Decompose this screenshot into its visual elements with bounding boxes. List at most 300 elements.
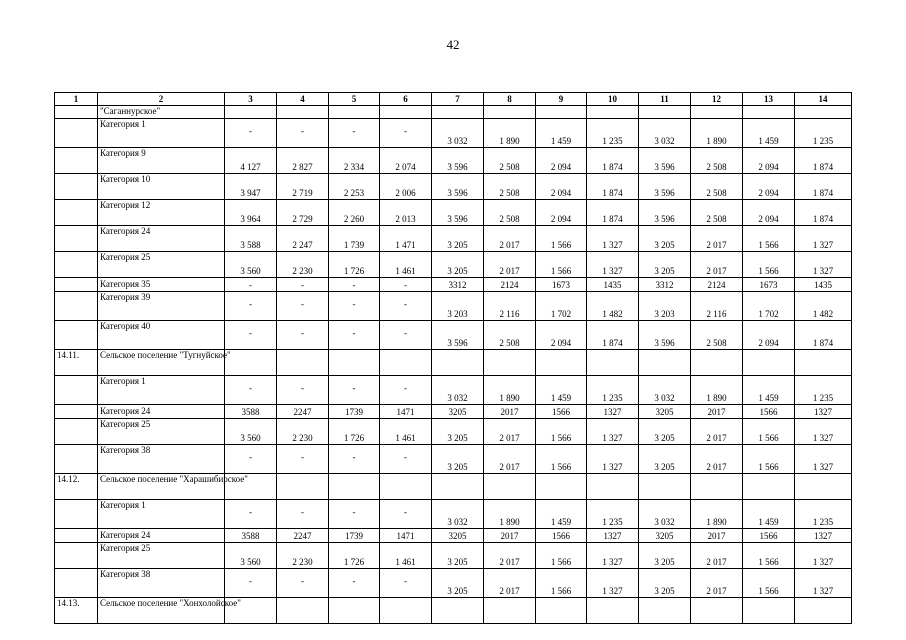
value-cell: 1 235 bbox=[587, 119, 639, 148]
value-cell: 1 327 bbox=[587, 226, 639, 252]
table-row bbox=[55, 119, 852, 148]
value-cell bbox=[639, 598, 691, 624]
value-cell bbox=[277, 106, 329, 119]
value-cell: - bbox=[329, 445, 380, 474]
column-header: 6 bbox=[380, 93, 432, 106]
row-name: Категория 25 bbox=[98, 543, 225, 569]
value-cell: 3 205 bbox=[432, 226, 484, 252]
column-header: 4 bbox=[277, 93, 329, 106]
value-cell bbox=[432, 350, 484, 376]
value-cell: 2 116 bbox=[691, 292, 743, 321]
column-header: 11 bbox=[639, 93, 691, 106]
value-cell: 2 116 bbox=[484, 292, 536, 321]
value-cell: 3312 bbox=[432, 278, 484, 292]
value-cell: 3 560 bbox=[225, 419, 277, 445]
value-cell: - bbox=[329, 292, 380, 321]
column-header: 13 bbox=[743, 93, 795, 106]
value-cell: 1 235 bbox=[587, 500, 639, 529]
value-cell bbox=[536, 474, 587, 500]
value-cell: 1 874 bbox=[587, 200, 639, 226]
value-cell: 2017 bbox=[691, 405, 743, 419]
value-cell: 1 327 bbox=[587, 569, 639, 598]
value-cell: 1 459 bbox=[536, 500, 587, 529]
value-cell: 1 461 bbox=[380, 252, 432, 278]
table-row bbox=[55, 543, 852, 569]
value-cell: 1 566 bbox=[536, 419, 587, 445]
value-cell: 3205 bbox=[432, 405, 484, 419]
value-cell bbox=[743, 598, 795, 624]
value-cell: 3588 bbox=[225, 405, 277, 419]
value-cell: 1 890 bbox=[484, 376, 536, 405]
value-cell: 1 566 bbox=[743, 226, 795, 252]
row-name: "Саганнурское" bbox=[98, 106, 225, 119]
value-cell: 1 890 bbox=[691, 119, 743, 148]
value-cell: 1 461 bbox=[380, 419, 432, 445]
column-header: 12 bbox=[691, 93, 743, 106]
value-cell: 2 508 bbox=[484, 174, 536, 200]
value-cell: 3205 bbox=[639, 529, 691, 543]
value-cell: 1 874 bbox=[587, 174, 639, 200]
row-number bbox=[55, 226, 98, 252]
value-cell: 3 205 bbox=[639, 569, 691, 598]
value-cell: 4 127 bbox=[225, 148, 277, 174]
column-header: 1 bbox=[55, 93, 98, 106]
value-cell: - bbox=[380, 376, 432, 405]
value-cell: 1 327 bbox=[795, 226, 852, 252]
value-cell: 3 596 bbox=[639, 174, 691, 200]
value-cell bbox=[329, 350, 380, 376]
value-cell: 1 566 bbox=[743, 569, 795, 598]
value-cell bbox=[743, 350, 795, 376]
table-row bbox=[55, 226, 852, 252]
value-cell: - bbox=[277, 292, 329, 321]
value-cell: - bbox=[380, 500, 432, 529]
row-number bbox=[55, 376, 98, 405]
value-cell: 1 874 bbox=[795, 148, 852, 174]
value-cell bbox=[691, 474, 743, 500]
row-number: 14.11. bbox=[55, 350, 98, 376]
value-cell: 1566 bbox=[743, 405, 795, 419]
value-cell: 1 890 bbox=[484, 500, 536, 529]
row-name: Категория 12 bbox=[98, 200, 225, 226]
value-cell: 3205 bbox=[639, 405, 691, 419]
value-cell: 2 230 bbox=[277, 543, 329, 569]
row-name: Категория 10 bbox=[98, 174, 225, 200]
value-cell: 2 508 bbox=[484, 321, 536, 350]
value-cell: 3 596 bbox=[432, 200, 484, 226]
value-cell: 2 094 bbox=[536, 174, 587, 200]
value-cell: - bbox=[329, 376, 380, 405]
row-number bbox=[55, 252, 98, 278]
value-cell: 1566 bbox=[536, 405, 587, 419]
row-name: Категория 35 bbox=[98, 278, 225, 292]
value-cell bbox=[743, 106, 795, 119]
value-cell: 2 017 bbox=[691, 252, 743, 278]
row-name: Категория 1 bbox=[98, 119, 225, 148]
row-name: Категория 25 bbox=[98, 419, 225, 445]
tariff-table bbox=[54, 92, 852, 624]
row-name: Категория 25 bbox=[98, 252, 225, 278]
value-cell: - bbox=[277, 321, 329, 350]
value-cell: 1 566 bbox=[536, 569, 587, 598]
value-cell bbox=[484, 350, 536, 376]
value-cell: 1327 bbox=[795, 529, 852, 543]
value-cell: 3 032 bbox=[639, 500, 691, 529]
value-cell: 3 964 bbox=[225, 200, 277, 226]
value-cell: 3 205 bbox=[639, 252, 691, 278]
value-cell: 3 205 bbox=[432, 445, 484, 474]
page-number: 42 bbox=[446, 37, 460, 52]
value-cell: 3 205 bbox=[639, 419, 691, 445]
table-row bbox=[55, 500, 852, 529]
value-cell: 1 566 bbox=[743, 445, 795, 474]
value-cell bbox=[795, 598, 852, 624]
value-cell: 2 230 bbox=[277, 419, 329, 445]
value-cell: 2 094 bbox=[743, 148, 795, 174]
value-cell: 1 726 bbox=[329, 252, 380, 278]
value-cell: - bbox=[277, 445, 329, 474]
value-cell bbox=[225, 350, 277, 376]
value-cell bbox=[380, 474, 432, 500]
value-cell bbox=[587, 598, 639, 624]
row-number bbox=[55, 119, 98, 148]
value-cell: 1 327 bbox=[795, 569, 852, 598]
row-name: Категория 1 bbox=[98, 376, 225, 405]
value-cell: 1673 bbox=[743, 278, 795, 292]
value-cell: 2 017 bbox=[484, 445, 536, 474]
value-cell: 1 459 bbox=[743, 119, 795, 148]
value-cell bbox=[795, 106, 852, 119]
value-cell: 2 334 bbox=[329, 148, 380, 174]
value-cell: 2 508 bbox=[691, 200, 743, 226]
value-cell: 1 327 bbox=[795, 419, 852, 445]
value-cell: 3 203 bbox=[432, 292, 484, 321]
value-cell: 2 094 bbox=[743, 174, 795, 200]
value-cell: 2 017 bbox=[691, 569, 743, 598]
value-cell: - bbox=[329, 321, 380, 350]
value-cell: - bbox=[329, 119, 380, 148]
value-cell: 2 827 bbox=[277, 148, 329, 174]
value-cell: 2124 bbox=[691, 278, 743, 292]
value-cell: 3 588 bbox=[225, 226, 277, 252]
row-number: 14.12. bbox=[55, 474, 98, 500]
value-cell bbox=[329, 474, 380, 500]
value-cell: 3 032 bbox=[639, 119, 691, 148]
value-cell: 2 094 bbox=[536, 321, 587, 350]
value-cell: 1 874 bbox=[795, 200, 852, 226]
row-name: Категория 9 bbox=[98, 148, 225, 174]
row-number bbox=[55, 569, 98, 598]
value-cell: - bbox=[225, 445, 277, 474]
value-cell bbox=[225, 106, 277, 119]
value-cell bbox=[329, 598, 380, 624]
table-row bbox=[55, 200, 852, 226]
value-cell: 2 017 bbox=[691, 543, 743, 569]
value-cell bbox=[639, 474, 691, 500]
value-cell: 2 253 bbox=[329, 174, 380, 200]
value-cell: 1 566 bbox=[536, 252, 587, 278]
table-row bbox=[55, 174, 852, 200]
value-cell bbox=[536, 350, 587, 376]
column-header: 3 bbox=[225, 93, 277, 106]
value-cell: 1 739 bbox=[329, 226, 380, 252]
value-cell: 1566 bbox=[743, 529, 795, 543]
value-cell: 1 482 bbox=[795, 292, 852, 321]
row-name: Категория 38 bbox=[98, 569, 225, 598]
value-cell: 1 327 bbox=[587, 445, 639, 474]
row-number bbox=[55, 292, 98, 321]
row-name: Сельское поселение "Харашибирское" bbox=[98, 474, 225, 500]
table-row bbox=[55, 598, 852, 624]
value-cell: 2 017 bbox=[691, 419, 743, 445]
value-cell: 1435 bbox=[795, 278, 852, 292]
value-cell: 3 205 bbox=[639, 445, 691, 474]
value-cell: 1 874 bbox=[587, 321, 639, 350]
value-cell: 1 235 bbox=[795, 376, 852, 405]
value-cell: 3 205 bbox=[432, 543, 484, 569]
value-cell: 3 560 bbox=[225, 543, 277, 569]
value-cell: 3 205 bbox=[432, 252, 484, 278]
value-cell: 1 566 bbox=[536, 226, 587, 252]
value-cell: - bbox=[277, 569, 329, 598]
value-cell bbox=[587, 350, 639, 376]
value-cell: 2 719 bbox=[277, 174, 329, 200]
value-cell: 3 205 bbox=[639, 543, 691, 569]
value-cell: 2 017 bbox=[691, 226, 743, 252]
row-number bbox=[55, 106, 98, 119]
value-cell: 1739 bbox=[329, 529, 380, 543]
value-cell bbox=[484, 598, 536, 624]
value-cell: 1 566 bbox=[536, 445, 587, 474]
value-cell: - bbox=[225, 376, 277, 405]
value-cell: 1 461 bbox=[380, 543, 432, 569]
value-cell: 3 203 bbox=[639, 292, 691, 321]
table-row bbox=[55, 350, 852, 376]
value-cell: 1 566 bbox=[536, 543, 587, 569]
value-cell: 3312 bbox=[639, 278, 691, 292]
column-header: 5 bbox=[329, 93, 380, 106]
value-cell: 2 508 bbox=[484, 148, 536, 174]
table-row bbox=[55, 278, 852, 292]
value-cell: 2 017 bbox=[484, 419, 536, 445]
value-cell: 1 327 bbox=[587, 419, 639, 445]
value-cell: 1 890 bbox=[691, 500, 743, 529]
table-row bbox=[55, 419, 852, 445]
row-number bbox=[55, 419, 98, 445]
row-number bbox=[55, 445, 98, 474]
value-cell bbox=[277, 598, 329, 624]
value-cell: - bbox=[380, 445, 432, 474]
value-cell bbox=[432, 598, 484, 624]
value-cell bbox=[743, 474, 795, 500]
row-number bbox=[55, 500, 98, 529]
value-cell: 1 327 bbox=[587, 252, 639, 278]
value-cell bbox=[484, 106, 536, 119]
value-cell bbox=[639, 106, 691, 119]
table-row bbox=[55, 106, 852, 119]
value-cell: - bbox=[225, 278, 277, 292]
value-cell bbox=[277, 350, 329, 376]
value-cell: 1 327 bbox=[587, 543, 639, 569]
value-cell: 1 890 bbox=[484, 119, 536, 148]
value-cell: - bbox=[329, 569, 380, 598]
row-name: Категория 1 bbox=[98, 500, 225, 529]
value-cell: 1 874 bbox=[795, 174, 852, 200]
table-row bbox=[55, 376, 852, 405]
value-cell bbox=[795, 350, 852, 376]
row-number bbox=[55, 405, 98, 419]
table-row bbox=[55, 405, 852, 419]
value-cell: 3 205 bbox=[639, 226, 691, 252]
table-row bbox=[55, 252, 852, 278]
row-number bbox=[55, 321, 98, 350]
value-cell bbox=[432, 474, 484, 500]
value-cell: 2 094 bbox=[536, 148, 587, 174]
value-cell: 2 247 bbox=[277, 226, 329, 252]
value-cell: 3 596 bbox=[639, 200, 691, 226]
value-cell: 2 017 bbox=[484, 252, 536, 278]
table-row bbox=[55, 292, 852, 321]
column-header: 8 bbox=[484, 93, 536, 106]
value-cell bbox=[380, 598, 432, 624]
value-cell: 1 566 bbox=[743, 252, 795, 278]
value-cell: 3 560 bbox=[225, 252, 277, 278]
value-cell: 1 327 bbox=[795, 543, 852, 569]
value-cell: 1 702 bbox=[743, 292, 795, 321]
value-cell bbox=[587, 106, 639, 119]
value-cell: 2247 bbox=[277, 405, 329, 419]
value-cell: - bbox=[277, 500, 329, 529]
value-cell: 1471 bbox=[380, 405, 432, 419]
value-cell: - bbox=[225, 500, 277, 529]
value-cell bbox=[691, 598, 743, 624]
row-number bbox=[55, 148, 98, 174]
value-cell: 2 230 bbox=[277, 252, 329, 278]
row-name: Категория 24 bbox=[98, 405, 225, 419]
value-cell bbox=[536, 106, 587, 119]
value-cell: 1 459 bbox=[536, 376, 587, 405]
value-cell: - bbox=[380, 321, 432, 350]
value-cell: 1 459 bbox=[536, 119, 587, 148]
value-cell: 2017 bbox=[484, 529, 536, 543]
value-cell: - bbox=[225, 119, 277, 148]
value-cell: - bbox=[225, 321, 277, 350]
value-cell: - bbox=[277, 119, 329, 148]
value-cell: 1 235 bbox=[795, 119, 852, 148]
value-cell: 1 459 bbox=[743, 500, 795, 529]
value-cell: - bbox=[380, 119, 432, 148]
row-number bbox=[55, 543, 98, 569]
value-cell: 1 702 bbox=[536, 292, 587, 321]
row-name: Категория 38 bbox=[98, 445, 225, 474]
value-cell: 2 017 bbox=[691, 445, 743, 474]
value-cell: 2 017 bbox=[484, 569, 536, 598]
value-cell: - bbox=[380, 292, 432, 321]
value-cell bbox=[536, 598, 587, 624]
value-cell bbox=[587, 474, 639, 500]
row-number bbox=[55, 174, 98, 200]
value-cell: - bbox=[277, 278, 329, 292]
value-cell: 3 205 bbox=[432, 419, 484, 445]
row-name: Категория 40 bbox=[98, 321, 225, 350]
column-header: 2 bbox=[98, 93, 225, 106]
value-cell: 3 032 bbox=[639, 376, 691, 405]
column-header: 14 bbox=[795, 93, 852, 106]
value-cell: 2 729 bbox=[277, 200, 329, 226]
value-cell: - bbox=[329, 500, 380, 529]
value-cell: - bbox=[225, 292, 277, 321]
value-cell: 3 596 bbox=[432, 148, 484, 174]
value-cell bbox=[639, 350, 691, 376]
value-cell: - bbox=[380, 278, 432, 292]
header-row bbox=[55, 93, 852, 106]
value-cell bbox=[277, 474, 329, 500]
value-cell: 1 235 bbox=[587, 376, 639, 405]
value-cell: 3 032 bbox=[432, 500, 484, 529]
value-cell: 2 508 bbox=[691, 321, 743, 350]
value-cell: 1 726 bbox=[329, 543, 380, 569]
value-cell: 2017 bbox=[691, 529, 743, 543]
value-cell: 1 471 bbox=[380, 226, 432, 252]
value-cell: 3 205 bbox=[432, 569, 484, 598]
table-row bbox=[55, 148, 852, 174]
value-cell: 2 017 bbox=[484, 226, 536, 252]
value-cell: 1 459 bbox=[743, 376, 795, 405]
value-cell: 2 094 bbox=[536, 200, 587, 226]
value-cell: 2 260 bbox=[329, 200, 380, 226]
value-cell: 2 094 bbox=[743, 200, 795, 226]
value-cell: 1 726 bbox=[329, 419, 380, 445]
value-cell: 1 235 bbox=[795, 500, 852, 529]
table-row bbox=[55, 321, 852, 350]
value-cell: 1435 bbox=[587, 278, 639, 292]
value-cell: - bbox=[329, 278, 380, 292]
value-cell: 1 566 bbox=[743, 543, 795, 569]
value-cell: 3205 bbox=[432, 529, 484, 543]
value-cell: 2 508 bbox=[691, 148, 743, 174]
value-cell bbox=[380, 106, 432, 119]
value-cell: 1 874 bbox=[795, 321, 852, 350]
value-cell: 2 074 bbox=[380, 148, 432, 174]
value-cell: 1471 bbox=[380, 529, 432, 543]
value-cell: 3 596 bbox=[639, 148, 691, 174]
value-cell: 1673 bbox=[536, 278, 587, 292]
table-body bbox=[55, 93, 852, 624]
value-cell: 3 596 bbox=[432, 174, 484, 200]
row-name: Категория 24 bbox=[98, 529, 225, 543]
value-cell: 3 947 bbox=[225, 174, 277, 200]
value-cell: 1566 bbox=[536, 529, 587, 543]
value-cell: 3 032 bbox=[432, 376, 484, 405]
value-cell: 1 327 bbox=[795, 445, 852, 474]
table-row bbox=[55, 445, 852, 474]
value-cell: 3 596 bbox=[639, 321, 691, 350]
row-name: Сельское поселение "Тугнуйское" bbox=[98, 350, 225, 376]
table-row bbox=[55, 529, 852, 543]
value-cell bbox=[691, 106, 743, 119]
value-cell: 1 566 bbox=[743, 419, 795, 445]
value-cell: 1 874 bbox=[587, 148, 639, 174]
value-cell: 2247 bbox=[277, 529, 329, 543]
value-cell: 2 094 bbox=[743, 321, 795, 350]
column-header: 9 bbox=[536, 93, 587, 106]
value-cell: 1327 bbox=[587, 405, 639, 419]
value-cell bbox=[484, 474, 536, 500]
value-cell: 1327 bbox=[587, 529, 639, 543]
value-cell bbox=[691, 350, 743, 376]
value-cell: 2 508 bbox=[691, 174, 743, 200]
value-cell: - bbox=[277, 376, 329, 405]
